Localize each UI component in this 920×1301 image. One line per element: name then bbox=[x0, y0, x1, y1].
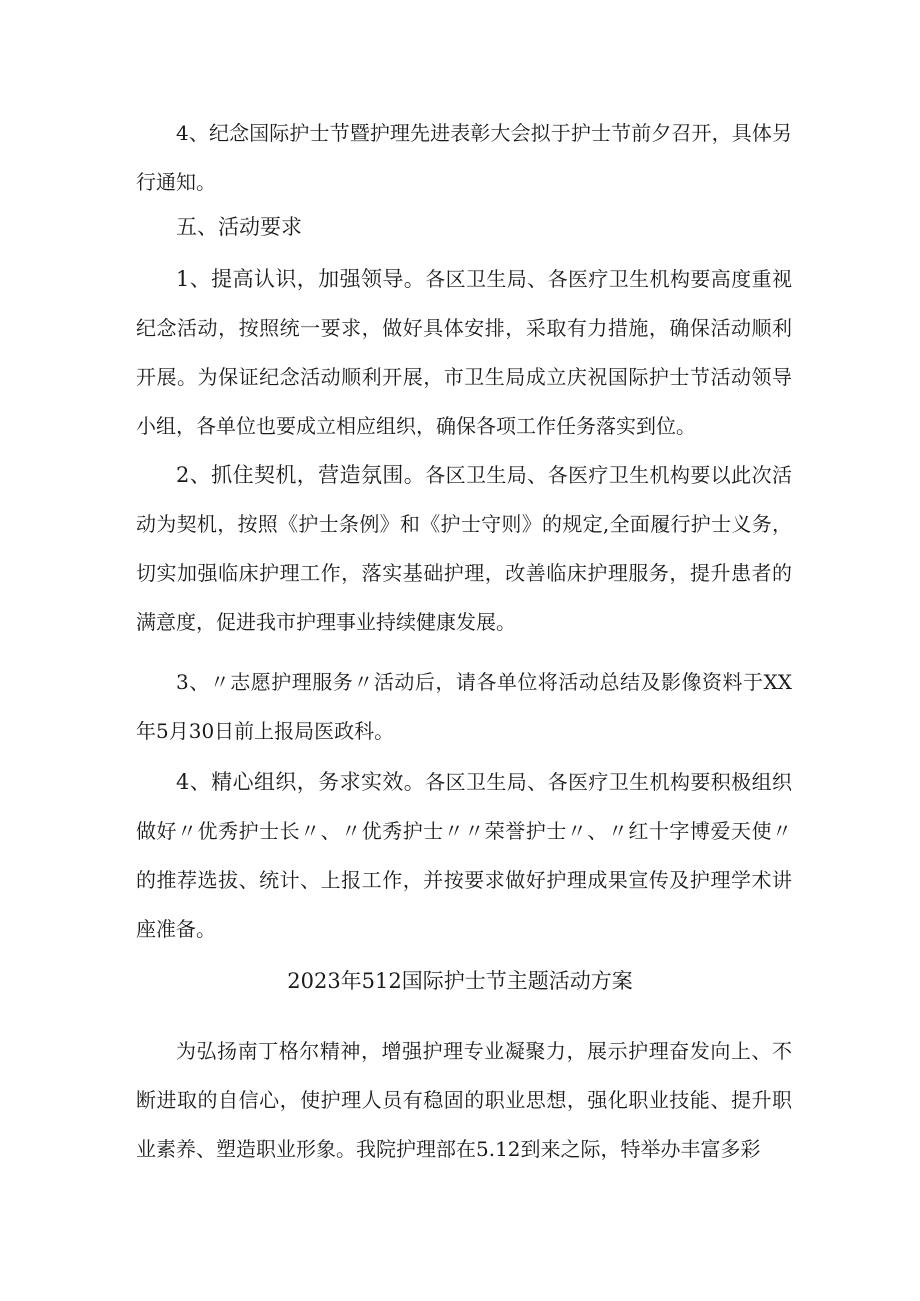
requirement-4-body: 各区卫生局、各医疗卫生机构要积极组织做好〃优秀护士长〃、〃优秀护士〃〃荣誉护士〃、〃红十字博爱天使〃的推荐选拔、统计、上报工作，并按要求做好护理成果宣传及护理学术讲座准备。 bbox=[136, 770, 792, 941]
plan-title: 2023年512国际护士节主题活动方案 bbox=[287, 969, 633, 993]
requirement-3: 3、〃志愿护理服务〃活动后，请各单位将活动总结及影像资料于XX年5月30日前上报局医政科。 bbox=[136, 670, 792, 743]
requirement-2-body: 各区卫生局、各医疗卫生机构要以此次活动为契机，按照《护士条例》和《护士守则》的规定,全面履行护士义务，切实加强临床护理工作，落实基础护理，改善临床护理服务，提升患者的满意度，促进我市护理事业持续健康发展。 bbox=[136, 463, 792, 634]
requirement-1 bbox=[136, 255, 792, 451]
requirement-2 bbox=[136, 451, 792, 647]
requirement-2-lead: 2、抓住契机，营造氛围。 bbox=[176, 463, 426, 487]
section5-heading: 五、活动要求 bbox=[176, 215, 302, 239]
intro-paragraph: 为弘扬南丁格尔精神，增强护理专业凝聚力，展示护理奋发向上、不断进取的自信心，使护理人员有稳固的职业思想，强化职业技能、提升职业素养、塑造职业形象。我院护理部在5.12到来之际，特举办丰富多彩 bbox=[136, 1039, 792, 1161]
requirement-1-lead: 1、提高认识，加强领导。 bbox=[176, 267, 426, 291]
requirement-4 bbox=[136, 758, 792, 954]
item4-notice: 4、纪念国际护士节暨护理先进表彰大会拟于护士节前夕召开，具体另行通知。 bbox=[136, 121, 792, 194]
requirement-4-lead: 4、精心组织，务求实效。 bbox=[176, 770, 426, 794]
requirement-1-body: 各区卫生局、各医疗卫生机构要高度重视纪念活动，按照统一要求，做好具体安排，采取有力措施，确保活动顺利开展。为保证纪念活动顺利开展，市卫生局成立庆祝国际护士节活动领导小组，各单位也要成立相应组织，确保各项工作任务落实到位。 bbox=[136, 267, 792, 438]
